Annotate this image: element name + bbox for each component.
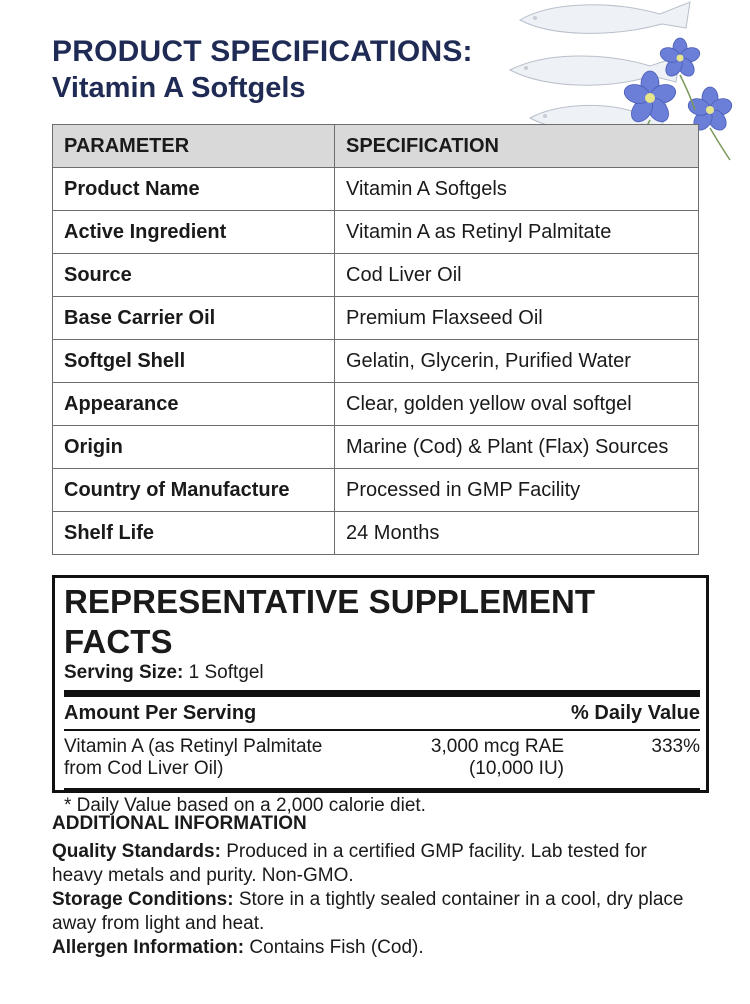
table-header-row bbox=[53, 125, 699, 168]
parameter-cell: Base Carrier Oil bbox=[53, 297, 335, 340]
specifications-table bbox=[52, 124, 699, 555]
table-row bbox=[53, 426, 699, 469]
parameter-cell: Appearance bbox=[53, 383, 335, 426]
additional-info-heading: ADDITIONAL INFORMATION bbox=[52, 813, 307, 834]
specification-cell: Processed in GMP Facility bbox=[335, 469, 699, 512]
info-text: Produced in a certified GMP facility. Lab tested for heavy metals and purity. Non-GMO. bbox=[52, 841, 647, 886]
title-line-1: PRODUCT SPECIFICATIONS: bbox=[52, 35, 473, 68]
parameter-cell: Country of Manufacture bbox=[53, 469, 335, 512]
supplement-facts-panel bbox=[52, 575, 709, 816]
table-row bbox=[53, 254, 699, 297]
table-row bbox=[53, 469, 699, 512]
specification-cell: Vitamin A Softgels bbox=[335, 168, 699, 211]
column-header-specification: SPECIFICATION bbox=[335, 125, 699, 168]
serving-size-label: Serving Size: bbox=[64, 662, 184, 683]
column-header-parameter: PARAMETER bbox=[53, 125, 335, 168]
specification-cell: Cod Liver Oil bbox=[335, 254, 699, 297]
title-line-2: Vitamin A Softgels bbox=[52, 72, 306, 104]
serving-size bbox=[64, 662, 700, 684]
parameter-cell: Softgel Shell bbox=[53, 340, 335, 383]
nutrient-amount bbox=[364, 736, 564, 780]
additional-information bbox=[52, 812, 702, 960]
nutrient-amount-line-1: 3,000 mcg RAE bbox=[430, 736, 564, 757]
nutrient-row bbox=[64, 731, 700, 780]
info-label: Allergen Information: bbox=[52, 937, 245, 958]
table-row bbox=[53, 211, 699, 254]
specification-cell: Gelatin, Glycerin, Purified Water bbox=[335, 340, 699, 383]
nutrient-name-line-1: Vitamin A (as Retinyl Palmitate bbox=[64, 736, 323, 757]
table-row bbox=[53, 340, 699, 383]
allergen-information bbox=[52, 936, 702, 960]
daily-value-header: % Daily Value bbox=[571, 702, 700, 724]
nutrient-name-line-2: from Cod Liver Oil) bbox=[64, 758, 224, 779]
table-row bbox=[53, 383, 699, 426]
specification-cell: Marine (Cod) & Plant (Flax) Sources bbox=[335, 426, 699, 469]
nutrient-name bbox=[64, 736, 364, 780]
parameter-cell: Source bbox=[53, 254, 335, 297]
facts-header-row bbox=[64, 697, 700, 729]
specification-cell: Premium Flaxseed Oil bbox=[335, 297, 699, 340]
info-text: Store in a tightly sealed container in a cool, dry place away from light and heat. bbox=[52, 889, 684, 934]
table-row bbox=[53, 168, 699, 211]
table-row bbox=[53, 512, 699, 555]
amount-per-serving-header: Amount Per Serving bbox=[64, 702, 257, 724]
specification-cell: Clear, golden yellow oval softgel bbox=[335, 383, 699, 426]
info-text: Contains Fish (Cod). bbox=[244, 937, 424, 958]
specification-cell: Vitamin A as Retinyl Palmitate bbox=[335, 211, 699, 254]
table-row bbox=[53, 297, 699, 340]
nutrient-amount-line-2: (10,000 IU) bbox=[468, 758, 564, 779]
thick-divider bbox=[64, 690, 700, 697]
info-label: Quality Standards: bbox=[52, 841, 221, 862]
parameter-cell: Active Ingredient bbox=[53, 211, 335, 254]
storage-conditions bbox=[52, 888, 702, 936]
nutrient-daily-value: 333% bbox=[651, 736, 700, 757]
specification-cell: 24 Months bbox=[335, 512, 699, 555]
serving-size-value: 1 Softgel bbox=[183, 662, 264, 683]
parameter-cell: Shelf Life bbox=[53, 512, 335, 555]
parameter-cell: Product Name bbox=[53, 168, 335, 211]
page-title bbox=[52, 34, 473, 106]
parameter-cell: Origin bbox=[53, 426, 335, 469]
quality-standards bbox=[52, 840, 702, 888]
supplement-facts-title: REPRESENTATIVE SUPPLEMENT FACTS bbox=[64, 583, 596, 660]
daily-value-footnote: * Daily Value based on a 2,000 calorie diet. bbox=[64, 795, 426, 816]
info-label: Storage Conditions: bbox=[52, 889, 234, 910]
